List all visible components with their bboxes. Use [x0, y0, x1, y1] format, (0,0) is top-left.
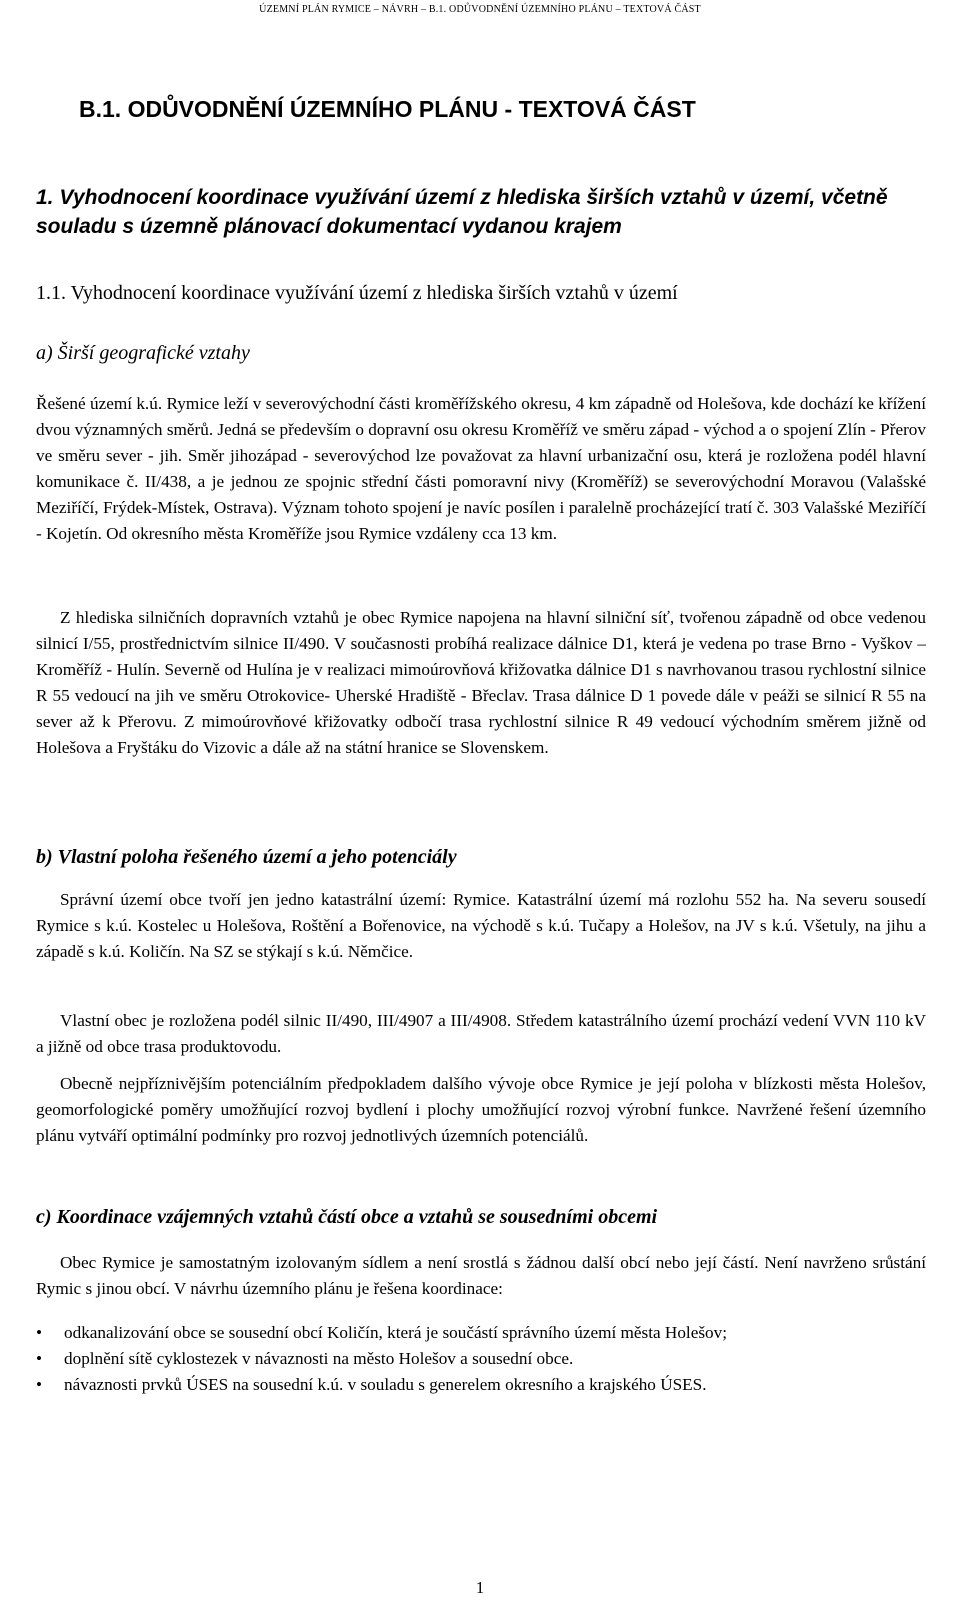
subsection-b-paragraph-1: Správní území obce tvoří jen jedno katastrální území: Rymice. Katastrální území má rozlohu 552 ha. Na severu sousedí Rymice s k.ú. Kostelec u Holešova, Roštění a Bořenovice, na východě s k.ú. Tučapy a Holešov, na JV s k.ú. Všetuly, na jihu a západě s k.ú. Količín. Na SZ se stýkají s k.ú. Němčice.	[36, 890, 926, 961]
subsection-b-paragraph-2: Vlastní obec je rozložena podél silnic II/490, III/4907 a III/4908. Středem katastrálního území prochází vedení VVN 110 kV a jižně od obce trasa produktovodu.	[36, 1011, 926, 1056]
list-item-text: návaznosti prvků ÚSES na sousední k.ú. v souladu s generelem okresního a krajského ÚSES.	[64, 1375, 707, 1394]
subsection-a-paragraph-1: Řešené území k.ú. Rymice leží v severovýchodní části kroměřížského okresu, 4 km západně od Holešova, kde dochází ke křížení dvou významných směrů. Jedná se především o dopravní osu okresu Kroměříž ve směru západ - východ a o spojení Zlín - Přerov ve směru sever - jih. Směr jihozápad - severovýchod lze považovat za hlavní urbanizační osu, která je rozložena podél hlavní komunikace č. II/438, a je jednou ze spojnic střední části pomoravní nivy (Kroměříž) se severovýchodní Moravou (Valašské Meziříčí, Frýdek-Místek, Ostrava). Význam tohoto spojení je navíc posílen i paralelně procházející tratí č. 303 Valašské Meziříčí - Kojetín. Od okresního města Kroměříže jsou Rymice vzdáleny cca 13 km.	[36, 394, 926, 543]
subsection-c-heading: c) Koordinace vzájemných vztahů částí obce a vztahů se sousedními obcemi	[36, 1206, 658, 1228]
bullet-icon: •	[36, 1323, 43, 1342]
coordination-list	[36, 1320, 926, 1398]
list-item-text: doplnění sítě cyklostezek v návaznosti na město Holešov a sousední obce.	[64, 1349, 574, 1368]
list-item	[36, 1320, 926, 1346]
bullet-icon: •	[36, 1349, 43, 1368]
section-heading: 1.1. Vyhodnocení koordinace využívání území z hlediska širších vztahů v území	[36, 282, 678, 304]
subsection-c-paragraph: Obec Rymice je samostatným izolovaným sídlem a není srostlá s žádnou další obcí nebo její částí. Není navrženo srůstání Rymic s jinou obcí. V návrhu územního plánu je řešena koordinace:	[36, 1253, 926, 1298]
bullet-icon: •	[36, 1375, 43, 1394]
subsection-b-paragraph-3: Obecně nejpříznivějším potenciálním předpokladem dalšího vývoje obce Rymice je její poloha v blízkosti města Holešov, geomorfologické poměry umožňující rozvoj bydlení i plochy umožňující rozvoj výrobní funkce. Navržené řešení územního plánu vytváří optimální podmínky pro rozvoj jednotlivých územních potenciálů.	[36, 1074, 926, 1145]
list-item-text: odkanalizování obce se sousední obcí Količín, která je součástí správního území města Holešov;	[64, 1323, 727, 1342]
chapter-heading: 1. Vyhodnocení koordinace využívání území z hlediska širších vztahů v území, včetně souladu s územně plánovací dokumentací vydanou krajem	[36, 186, 888, 238]
list-item	[36, 1346, 926, 1372]
subsection-b-heading: b) Vlastní poloha řešeného území a jeho potenciály	[36, 846, 457, 868]
document-title: B.1. ODŮVODNĚNÍ ÚZEMNÍHO PLÁNU - TEXTOVÁ ČÁST	[79, 96, 696, 122]
running-header: ÚZEMNÍ PLÁN RYMICE – NÁVRH – B.1. ODŮVODNĚNÍ ÚZEMNÍHO PLÁNU – TEXTOVÁ ČÁST	[259, 4, 701, 15]
subsection-a-heading: a) Širší geografické vztahy	[36, 342, 250, 364]
list-item	[36, 1372, 926, 1398]
subsection-a-paragraph-2: Z hlediska silničních dopravních vztahů je obec Rymice napojena na hlavní silniční síť, tvořenou západně od obce vedenou silnicí I/55, prostřednictvím silnice II/490. V současnosti probíhá realizace dálnice D1, která je vedena po trase Brno - Vyškov – Kroměříž - Hulín. Severně od Hulína je v realizaci mimoúrovňová křižovatka dálnice D1 s navrhovanou trasou rychlostní silnice R 55 vedoucí na jih ve směru Otrokovice- Uherské Hradiště - Břeclav. Trasa dálnice D 1 povede dále v peáži se silnicí R 55 na sever až k Přerovu. Z mimoúrovňové křižovatky odbočí trasa rychlostní silnice R 49 vedoucí východním směrem jižně od Holešova a Fryštáku do Vizovic a dále až na státní hranice se Slovenskem.	[36, 608, 926, 757]
page-number: 1	[475, 1578, 485, 1597]
